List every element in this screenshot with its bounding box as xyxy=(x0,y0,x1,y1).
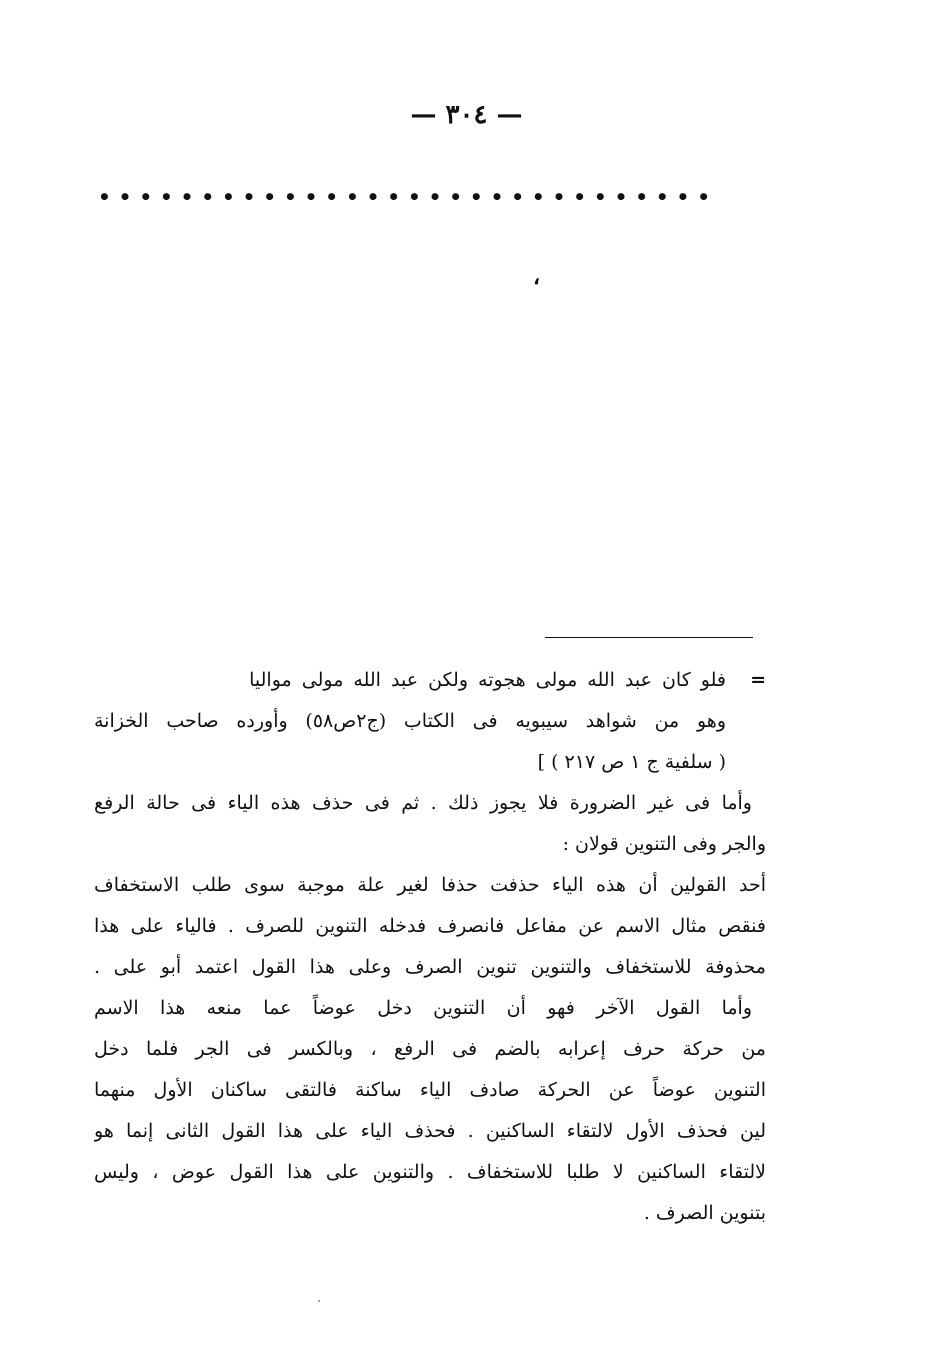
footnote-line: التنوين عوضاً عن الحركة صادف الياء ساكنة فالتقى ساكنان الأول منهما xyxy=(94,1079,766,1101)
footnote-line: من حركة حرف إعرابه بالضم فى الرفع ، وبالكسر فى الجر فلما دخل xyxy=(94,1038,766,1060)
footnote-line: وأما فى غير الضرورة فلا يجوز ذلك . ثم فى حذف هذه الياء فى حالة الرفع xyxy=(94,792,752,814)
footnote-line: والجر وفى التنوين قولان : xyxy=(562,833,766,855)
verse-text: فلو كان عبد الله مولى هجوته ولكن عبد الله مولى مواليا xyxy=(249,669,726,691)
footnote-line: ( سلفية ج ١ ص ٢١٧ ) ] xyxy=(537,751,726,773)
footnote-line: أحد القولين أن هذه الياء حذفت حذفا لغير علة موجبة سوى طلب الاستخفاف xyxy=(94,874,766,896)
ellipsis-dots: • • • • • • • • • • • • • • • • • • • • • • • • • • • • • • xyxy=(98,185,710,209)
footnote-line: وأما القول الآخر فهو أن التنوين دخل عوضاً عما منعه هذا الاسم xyxy=(94,997,752,1019)
speck-mark xyxy=(318,1300,320,1302)
footnote-line: بتنوين الصرف . xyxy=(643,1202,766,1224)
page-number: — ٣٠٤ — xyxy=(410,100,523,130)
footnote-line: وهو من شواهد سيبويه فى الكتاب (ج٢ص٥٨) وأورده صاحب الخزانة xyxy=(94,710,726,732)
stray-comma-mark: ، xyxy=(533,264,541,290)
footnote-line: فنقص مثال الاسم عن مفاعل فانصرف فدخله التنوين للصرف . فالياء على هذا xyxy=(94,915,766,937)
footnote-block xyxy=(94,660,766,1234)
continuation-marker: = xyxy=(750,669,766,691)
footnote-line: لالتقاء الساكنين لا طلبا للاستخفاف . والتنوين على هذا القول عوض ، وليس xyxy=(94,1161,766,1183)
footnote-verse-line xyxy=(94,660,766,701)
footnote-separator-rule xyxy=(545,637,753,638)
footnote-line: لين فحذف الأول لالتقاء الساكنين . فحذف الياء على هذا القول الثانى إنما هو xyxy=(94,1120,766,1142)
footnote-line: محذوفة للاستخفاف والتنوين تنوين الصرف وعلى هذا القول اعتمد أبو على . xyxy=(94,956,766,978)
